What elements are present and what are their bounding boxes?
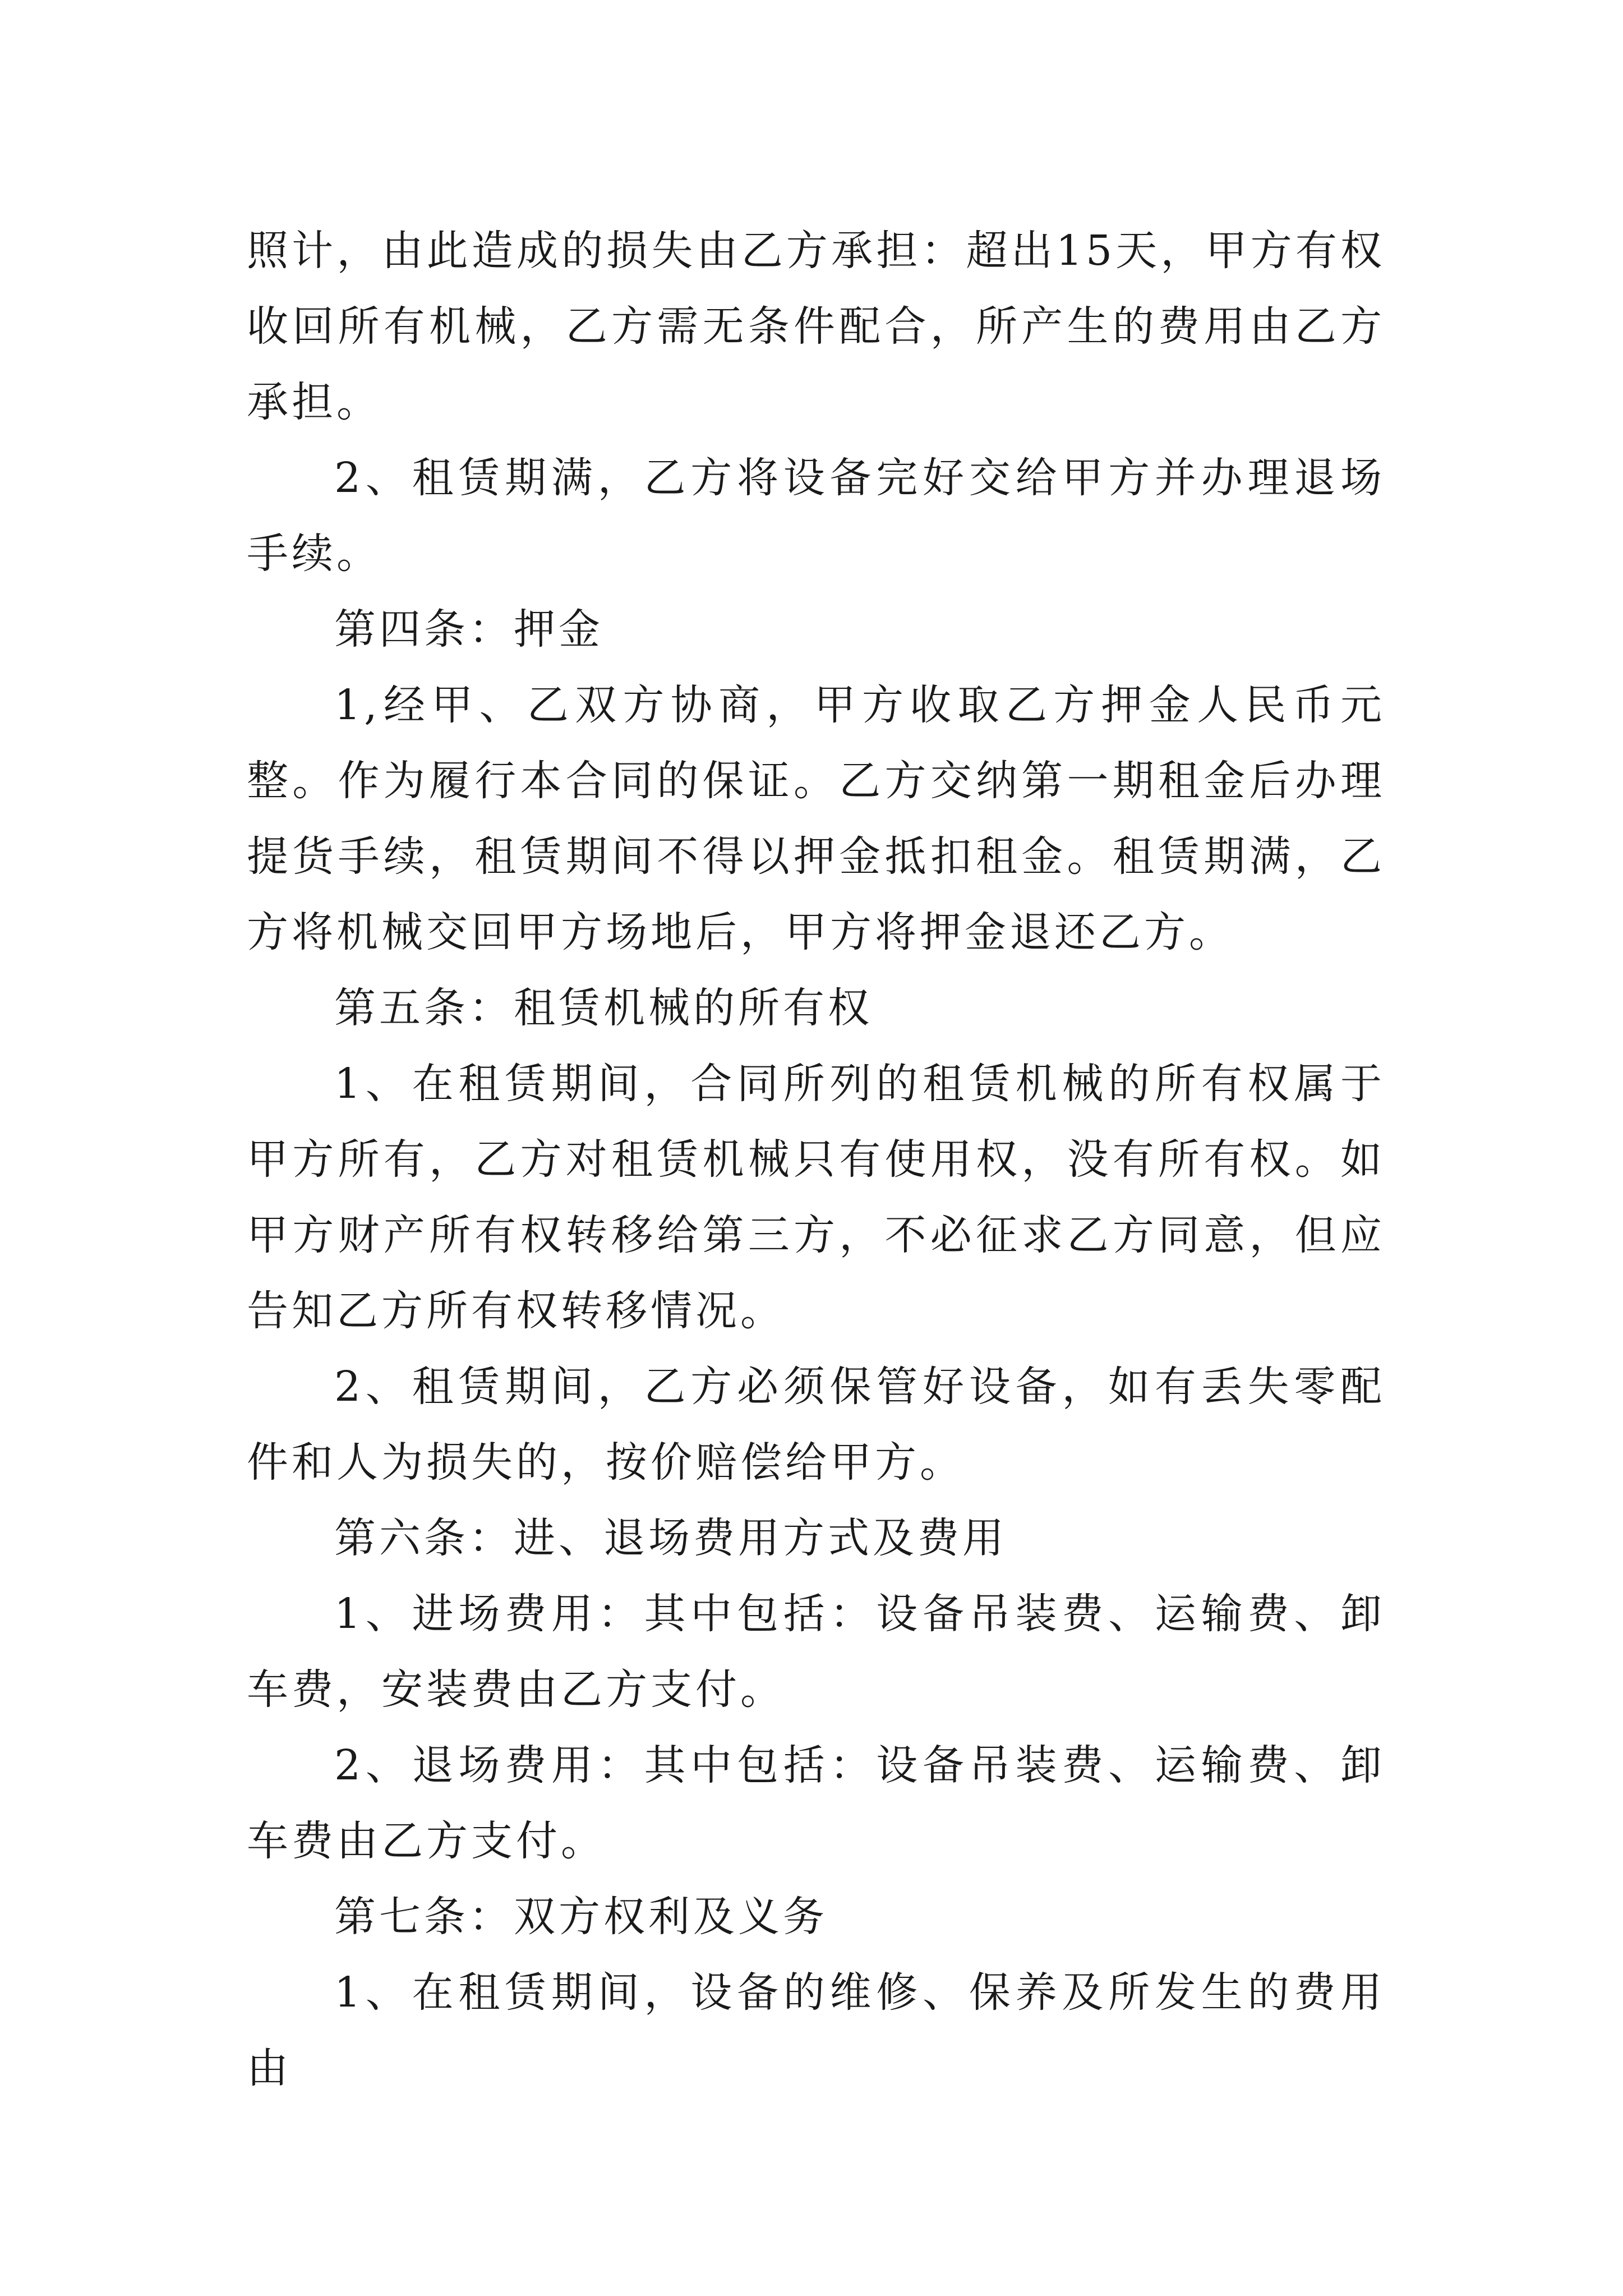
document-body bbox=[247, 213, 1385, 2106]
paragraph-clause-5-1: 1、在租赁期间，合同所列的租赁机械的所有权属于甲方所有，乙方对租赁机械只有使用权，没有所有权。如甲方财产所有权转移给第三方，不必征求乙方同意，但应告知乙方所有权转移情况。 bbox=[247, 1060, 1385, 1335]
paragraph-clause-4-1: 1,经甲、乙双方协商，甲方收取乙方押金人民币元整。作为履行本合同的保证。乙方交纳第一期租金后办理提货手续，租赁期间不得以押金抵扣租金。租赁期满，乙方将机械交回甲方场地后，甲方将押金退还乙方。 bbox=[247, 681, 1385, 956]
paragraph-clause-6-2: 2、退场费用：其中包括：设备吊装费、运输费、卸车费由乙方支付。 bbox=[247, 1741, 1385, 1865]
heading-article-5: 第五条：租赁机械的所有权 bbox=[334, 984, 873, 1032]
paragraph-clause-3-2: 2、租赁期满，乙方将设备完好交给甲方并办理退场手续。 bbox=[247, 454, 1385, 578]
paragraph-continuation: 照计，由此造成的损失由乙方承担：超出15天，甲方有权收回所有机械，乙方需无条件配合，所产生的费用由乙方承担。 bbox=[247, 227, 1385, 426]
heading-article-4: 第四条：押金 bbox=[334, 605, 603, 654]
paragraph-clause-6-1: 1、进场费用：其中包括：设备吊装费、运输费、卸车费，安装费由乙方支付。 bbox=[247, 1590, 1385, 1714]
paragraph-clause-7-1: 1、在租赁期间，设备的维修、保养及所发生的费用由 bbox=[247, 1968, 1385, 2092]
heading-article-6: 第六条：进、退场费用方式及费用 bbox=[334, 1514, 1007, 1562]
paragraph-clause-5-2: 2、租赁期间，乙方必须保管好设备，如有丢失零配件和人为损失的，按价赔偿给甲方。 bbox=[247, 1363, 1385, 1487]
heading-article-7: 第七条：双方权利及义务 bbox=[334, 1893, 828, 1941]
